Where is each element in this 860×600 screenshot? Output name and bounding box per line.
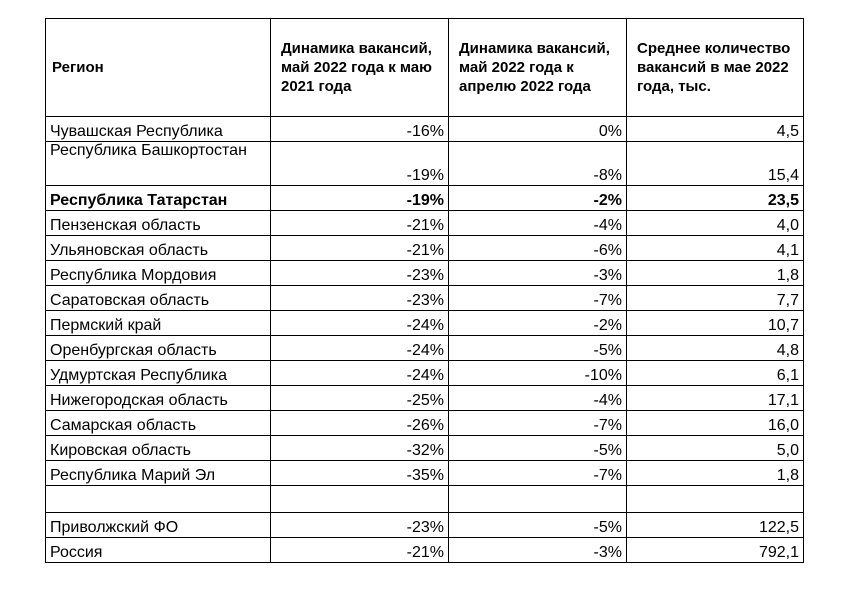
mom-cell: -3%: [449, 538, 627, 563]
mom-cell: 0%: [449, 117, 627, 142]
header-mom: Динамика вакансий, май 2022 года к апрелю 2022 года: [449, 19, 627, 117]
yoy-cell: -21%: [271, 211, 449, 236]
avg-cell: 17,1: [627, 386, 804, 411]
region-cell: Чувашская Республика: [46, 117, 271, 142]
region-cell: Саратовская область: [46, 286, 271, 311]
region-cell: Оренбургская область: [46, 336, 271, 361]
mom-cell: -4%: [449, 386, 627, 411]
header-row: [46, 19, 804, 117]
mom-cell: -3%: [449, 261, 627, 286]
table-row: [46, 117, 804, 142]
region-cell: Ульяновская область: [46, 236, 271, 261]
region-cell: Удмуртская Республика: [46, 361, 271, 386]
table-row: [46, 211, 804, 236]
total-row: [46, 538, 804, 563]
avg-cell: 1,8: [627, 461, 804, 486]
avg-cell: 122,5: [627, 513, 804, 538]
yoy-cell: -24%: [271, 311, 449, 336]
total-row: [46, 513, 804, 538]
avg-cell: 16,0: [627, 411, 804, 436]
table-row: [46, 436, 804, 461]
region-cell: Республика Татарстан: [46, 186, 271, 211]
table-row: [46, 361, 804, 386]
table-row: [46, 411, 804, 436]
yoy-cell: -21%: [271, 236, 449, 261]
mom-cell: -10%: [449, 361, 627, 386]
avg-cell: 7,7: [627, 286, 804, 311]
region-cell: Нижегородская область: [46, 386, 271, 411]
yoy-cell: -23%: [271, 261, 449, 286]
region-cell: Республика Марий Эл: [46, 461, 271, 486]
region-cell: Россия: [46, 538, 271, 563]
region-cell: Кировская область: [46, 436, 271, 461]
empty-cell: [271, 486, 449, 513]
mom-cell: -2%: [449, 311, 627, 336]
mom-cell: -2%: [449, 186, 627, 211]
header-avg: Среднее количество вакансий в мае 2022 года, тыс.: [627, 19, 804, 117]
empty-cell: [46, 486, 271, 513]
region-cell: Самарская область: [46, 411, 271, 436]
mom-cell: -7%: [449, 411, 627, 436]
avg-cell: 4,0: [627, 211, 804, 236]
table-row-highlighted: [46, 186, 804, 211]
yoy-cell: -21%: [271, 538, 449, 563]
region-cell: Приволжский ФО: [46, 513, 271, 538]
mom-cell: -5%: [449, 336, 627, 361]
mom-cell: -5%: [449, 513, 627, 538]
yoy-cell: -25%: [271, 386, 449, 411]
avg-cell: 4,5: [627, 117, 804, 142]
avg-cell: 792,1: [627, 538, 804, 563]
table-row: [46, 236, 804, 261]
mom-cell: -7%: [449, 461, 627, 486]
avg-cell: 4,1: [627, 236, 804, 261]
yoy-cell: -26%: [271, 411, 449, 436]
yoy-cell: -35%: [271, 461, 449, 486]
yoy-cell: -24%: [271, 361, 449, 386]
table-row: [46, 142, 804, 186]
yoy-cell: -19%: [271, 142, 449, 186]
yoy-cell: -19%: [271, 186, 449, 211]
table-row: [46, 261, 804, 286]
avg-cell: 1,8: [627, 261, 804, 286]
region-cell: Пермский край: [46, 311, 271, 336]
yoy-cell: -32%: [271, 436, 449, 461]
table-row: [46, 286, 804, 311]
spacer-row: [46, 486, 804, 513]
region-cell: Республика Башкортостан: [46, 142, 271, 186]
table-row: [46, 461, 804, 486]
avg-cell: 5,0: [627, 436, 804, 461]
yoy-cell: -16%: [271, 117, 449, 142]
avg-cell: 10,7: [627, 311, 804, 336]
region-cell: Пензенская область: [46, 211, 271, 236]
empty-cell: [627, 486, 804, 513]
avg-cell: 15,4: [627, 142, 804, 186]
table-row: [46, 336, 804, 361]
header-yoy: Динамика вакансий, май 2022 года к маю 2021 года: [271, 19, 449, 117]
yoy-cell: -24%: [271, 336, 449, 361]
yoy-cell: -23%: [271, 286, 449, 311]
mom-cell: -4%: [449, 211, 627, 236]
table-row: [46, 311, 804, 336]
table-row: [46, 386, 804, 411]
mom-cell: -5%: [449, 436, 627, 461]
mom-cell: -6%: [449, 236, 627, 261]
empty-cell: [449, 486, 627, 513]
header-region: Регион: [46, 19, 271, 117]
avg-cell: 6,1: [627, 361, 804, 386]
mom-cell: -7%: [449, 286, 627, 311]
vacancies-table: [45, 18, 804, 563]
region-cell: Республика Мордовия: [46, 261, 271, 286]
mom-cell: -8%: [449, 142, 627, 186]
avg-cell: 23,5: [627, 186, 804, 211]
avg-cell: 4,8: [627, 336, 804, 361]
yoy-cell: -23%: [271, 513, 449, 538]
